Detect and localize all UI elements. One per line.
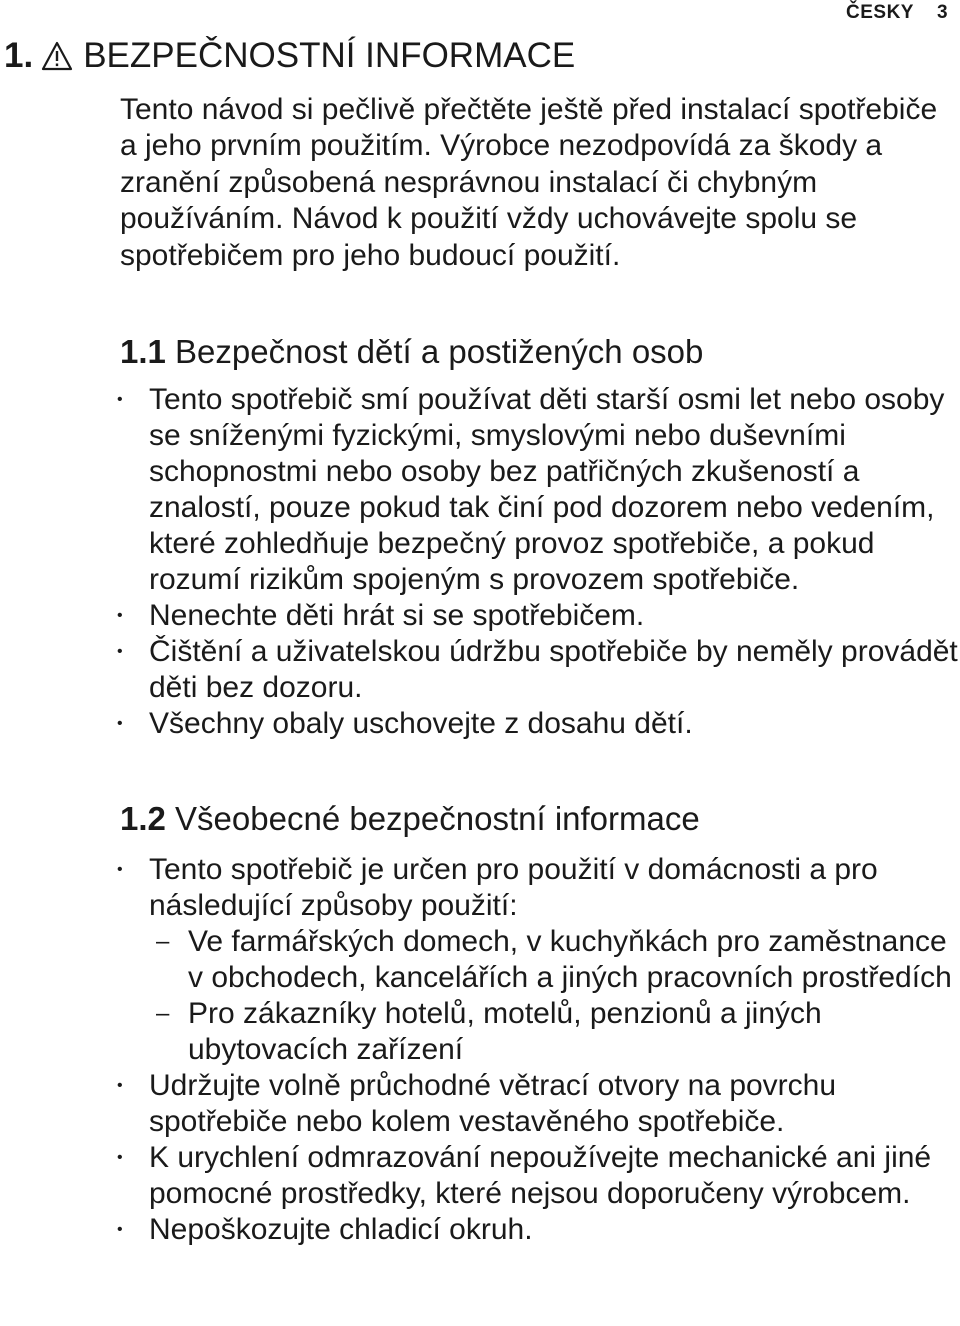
subsection-heading-1-1 xyxy=(120,333,703,371)
dash-item: – Ve farmářských domech, v kuchyňkách pro zaměstnance v obchodech, kancelářích a jiných pracovních prostředích xyxy=(149,924,960,996)
page-header xyxy=(0,0,960,28)
list-item: • Tento spotřebič smí používat děti starší osmi let nebo osoby se sníženými fyzickými, smyslovými nebo duševními schopnostmi nebo osoby bez patřičných zkušeností a znalostí, pouze pokud tak činí pod dozorem nebo vedením, které zohledňuje bezpečný provoz spotřebiče, a pokud rozumí rizikům spojeným s provozem spotřebiče. xyxy=(120,382,960,598)
section-heading xyxy=(4,36,575,76)
section-title: BEZPEČNOSTNÍ INFORMACE xyxy=(83,36,576,75)
language-label: ČESKY xyxy=(846,2,914,23)
subsection-title: Bezpečnost dětí a postižených osob xyxy=(175,333,704,370)
section-number: 1. xyxy=(4,36,34,75)
intro-paragraph: Tento návod si pečlivě přečtěte ještě před instalací spotřebiče a jeho prvním použitím. Výrobce nezodpovídá za škody a zranění způsobená nesprávnou instalací či chybným používáním. Návod k použití vždy uchovávejte spolu se spotřebičem pro jeho budoucí použití. xyxy=(120,93,938,272)
list-item-text: Tento spotřebič je určen pro použití v domácnosti a pro následující způsoby použití: xyxy=(149,853,878,922)
list-item: • K urychlení odmrazování nepoužívejte mechanické ani jiné pomocné prostředky, které nejsou doporučeny výrobcem. xyxy=(120,1140,960,1212)
bullet-list-child-safety xyxy=(120,382,960,742)
warning-triangle-icon xyxy=(41,41,73,71)
dash-list xyxy=(149,924,960,1068)
list-item: • Čištění a uživatelskou údržbu spotřebiče by neměly provádět děti bez dozoru. xyxy=(120,634,960,706)
page-number: 3 xyxy=(937,2,948,23)
subsection-number: 1.2 xyxy=(120,800,166,837)
list-item: • Všechny obaly uschovejte z dosahu dětí. xyxy=(120,706,960,742)
subsection-title: Všeobecné bezpečnostní informace xyxy=(175,800,700,837)
list-item xyxy=(120,852,960,1068)
subsection-heading-1-2 xyxy=(120,800,700,838)
list-item: • Nenechte děti hrát si se spotřebičem. xyxy=(120,598,960,634)
subsection-number: 1.1 xyxy=(120,333,166,370)
bullet-list-general-safety xyxy=(120,852,960,1248)
dash-item: – Pro zákazníky hotelů, motelů, penzionů a jiných ubytovacích zařízení xyxy=(149,996,960,1068)
list-item: • Nepoškozujte chladicí okruh. xyxy=(120,1212,960,1248)
list-item: • Udržujte volně průchodné větrací otvory na povrchu spotřebiče nebo kolem vestavěného spotřebiče. xyxy=(120,1068,960,1140)
